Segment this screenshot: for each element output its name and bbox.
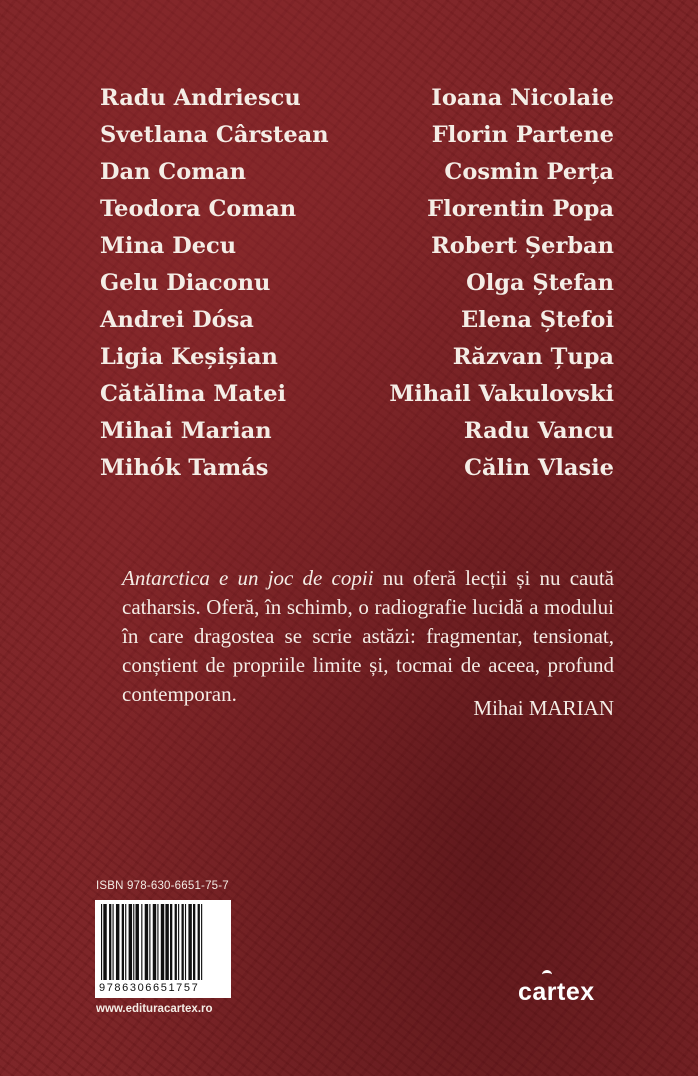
blurb-paragraph: [122, 564, 614, 709]
blurb-text: nu oferă lecții și nu caută catharsis. Oferă, în schimb, o radiografie lucidă a modului în care dragostea se scrie astăzi: fragmentar, tensionat, conștient de propriile limite și, tocmai de aceea, profund contemporan.: [122, 566, 614, 706]
isbn-label: ISBN 978-630-6651-75-7: [96, 880, 229, 892]
barcode: [95, 900, 231, 998]
barcode-bar: [103, 904, 106, 980]
barcode-bar: [157, 904, 158, 980]
barcode-bar: [188, 904, 191, 980]
barcode-bar: [109, 904, 111, 980]
barcode-bar: [178, 904, 179, 980]
author-name: Mihail Vakulovski: [389, 381, 614, 407]
barcode-bar: [145, 904, 148, 980]
author-name: Ioana Nicolaie: [431, 85, 614, 111]
author-name: Florin Partene: [431, 122, 614, 148]
author-name: Radu Andriescu: [100, 85, 301, 111]
barcode-bars: [95, 900, 231, 984]
author-name: Robert Șerban: [431, 233, 614, 259]
barcode-bar: [175, 904, 177, 980]
blurb-author: Mihai MARIAN: [473, 696, 614, 720]
barcode-bar: [125, 904, 126, 980]
barcode-bar: [133, 904, 134, 980]
author-name: Dan Coman: [100, 159, 246, 185]
author-name: Răzvan Țupa: [452, 344, 614, 370]
barcode-bar: [182, 904, 184, 980]
barcode-bar: [193, 904, 195, 980]
barcode-bar: [165, 904, 168, 980]
publisher-website: www.edituracartex.ro: [96, 1003, 213, 1015]
barcode-bar: [116, 904, 119, 980]
author-name: Cătălina Matei: [100, 381, 287, 407]
author-name: Călin Vlasie: [464, 455, 614, 481]
author-name: Olga Ștefan: [466, 270, 614, 296]
author-list-right: [389, 80, 614, 487]
barcode-bar: [153, 904, 156, 980]
author-name: Mihai Marian: [100, 418, 272, 444]
author-name: Florentin Popa: [427, 196, 614, 222]
barcode-bar: [101, 904, 102, 980]
barcode-bar: [136, 904, 139, 980]
author-name: Elena Ștefoi: [461, 307, 614, 333]
barcode-bar: [113, 904, 114, 980]
author-name: Cosmin Perța: [444, 159, 614, 185]
publisher-logo: cartex: [518, 978, 595, 1006]
author-list-left: [100, 80, 329, 487]
author-name: Radu Vancu: [463, 418, 614, 444]
author-name: Ligia Keșișian: [100, 344, 278, 370]
author-name: Andrei Dósa: [100, 307, 254, 333]
barcode-bar: [149, 904, 150, 980]
barcode-digits: 9786306651757: [99, 982, 200, 994]
barcode-bar: [161, 904, 164, 980]
author-name: Mihók Tamás: [100, 455, 269, 481]
book-title: Antarctica e un joc de copii: [122, 566, 374, 590]
barcode-bar: [170, 904, 172, 980]
barcode-bar: [122, 904, 124, 980]
barcode-bar: [141, 904, 142, 980]
author-name: Mina Decu: [100, 233, 237, 259]
author-name: Svetlana Cârstean: [100, 122, 329, 148]
barcode-bar: [185, 904, 186, 980]
barcode-bar: [201, 904, 202, 980]
barcode-bar: [129, 904, 132, 980]
author-name: Gelu Diaconu: [100, 270, 271, 296]
barcode-bar: [198, 904, 200, 980]
author-name: Teodora Coman: [100, 196, 297, 222]
